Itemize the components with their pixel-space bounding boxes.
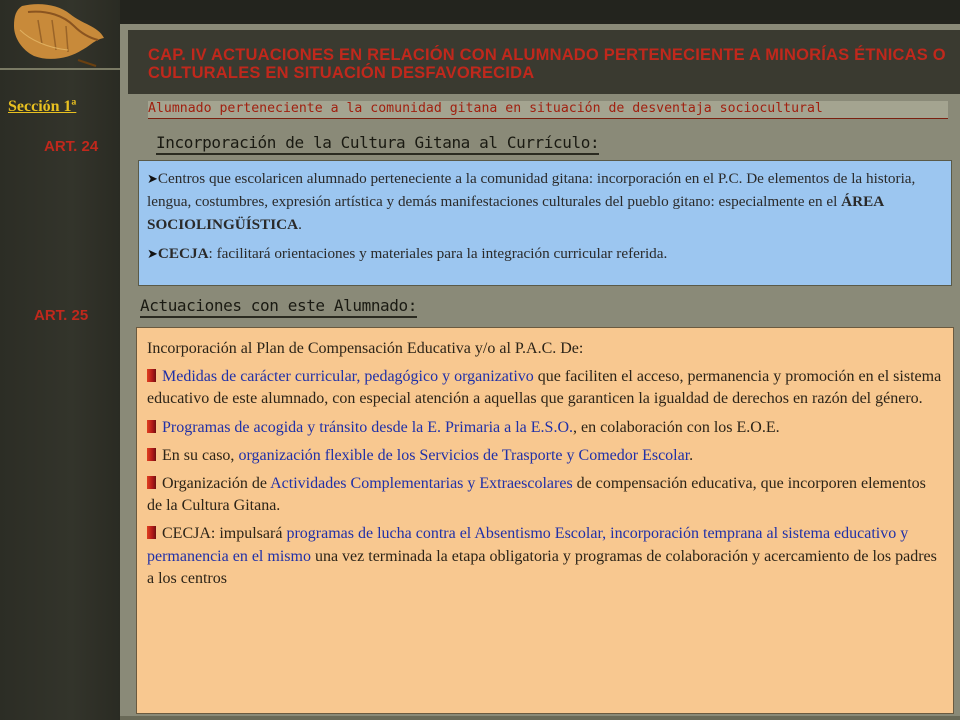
art-25-item-1: Medidas de carácter curricular, pedagógico y organizativo que faciliten el acceso, permanencia y promoción en el sistema educativo de este alumnado, con especial atención a aquellas que garanticen la igualdad de derechos en razón del género. — [147, 368, 942, 408]
art-25-item-2: Programas de acogida y tránsito desde la E. Primaria a la E.S.O., en colaboración con los E.O.E. — [147, 417, 943, 439]
square-bullet-icon — [147, 526, 156, 539]
square-bullet-icon — [147, 369, 156, 382]
art-25-box — [136, 327, 954, 714]
left-divider-line — [0, 68, 120, 70]
square-bullet-icon — [147, 420, 156, 433]
art-25-heading: Actuaciones con este Alumnado: — [140, 296, 417, 318]
section-label: Sección 1ª — [8, 98, 77, 115]
art-25-item-5: CECJA: impulsará programas de lucha contra el Absentismo Escolar, incorporación temprana al sistema educativo y permanencia en el mismo una vez terminada la etapa obligatoria y programas de colaboración y acercamiento de los padres a los centros — [147, 525, 937, 587]
art-25-intro: Incorporación al Plan de Compensación Educativa y/o al P.A.C. De: — [147, 340, 584, 357]
art-25-label: ART. 25 — [34, 307, 89, 324]
arrow-bullet-icon: ➤ — [147, 246, 158, 261]
art-25-item-4: Organización de Actividades Complementarias y Extraescolares de compensación educativa, que incorporen elementos de la Cultura Gitana. — [147, 475, 926, 515]
autumn-leaf-icon — [8, 0, 108, 74]
square-bullet-icon — [147, 448, 156, 461]
art-24-bullet-1: ➤Centros que escolaricen alumnado perteneciente a la comunidad gitana: incorporación en el P.C. De elementos de la historia, lengua, costumbres, expresión artística y demás manifestaciones culturales del pueblo gitano: especialmente en el ÁREA SOCIOLINGÜÍSTICA. — [147, 170, 916, 233]
square-bullet-icon — [147, 476, 156, 489]
art-24-box — [138, 160, 952, 286]
art-25-item-3: En su caso, organización flexible de los Servicios de Trasporte y Comedor Escolar. — [147, 445, 943, 467]
arrow-bullet-icon: ➤ — [147, 171, 158, 186]
top-dark-bar — [120, 0, 960, 24]
subtitle: Alumnado perteneciente a la comunidad gitana en situación de desventaja sociocultural — [148, 101, 948, 119]
art-24-heading: Incorporación de la Cultura Gitana al Currículo: — [156, 133, 599, 155]
art-24-label: ART. 24 — [44, 138, 99, 155]
art-24-bullet-2: ➤CECJA: facilitará orientaciones y materiales para la integración curricular referida. — [147, 245, 668, 262]
bottom-border — [120, 716, 960, 720]
chapter-title: CAP. IV ACTUACIONES EN RELACIÓN CON ALUMNADO PERTENECIENTE A MINORÍAS ÉTNICAS O CULTURALES EN SITUACIÓN DESFAVORECIDA — [148, 46, 946, 82]
